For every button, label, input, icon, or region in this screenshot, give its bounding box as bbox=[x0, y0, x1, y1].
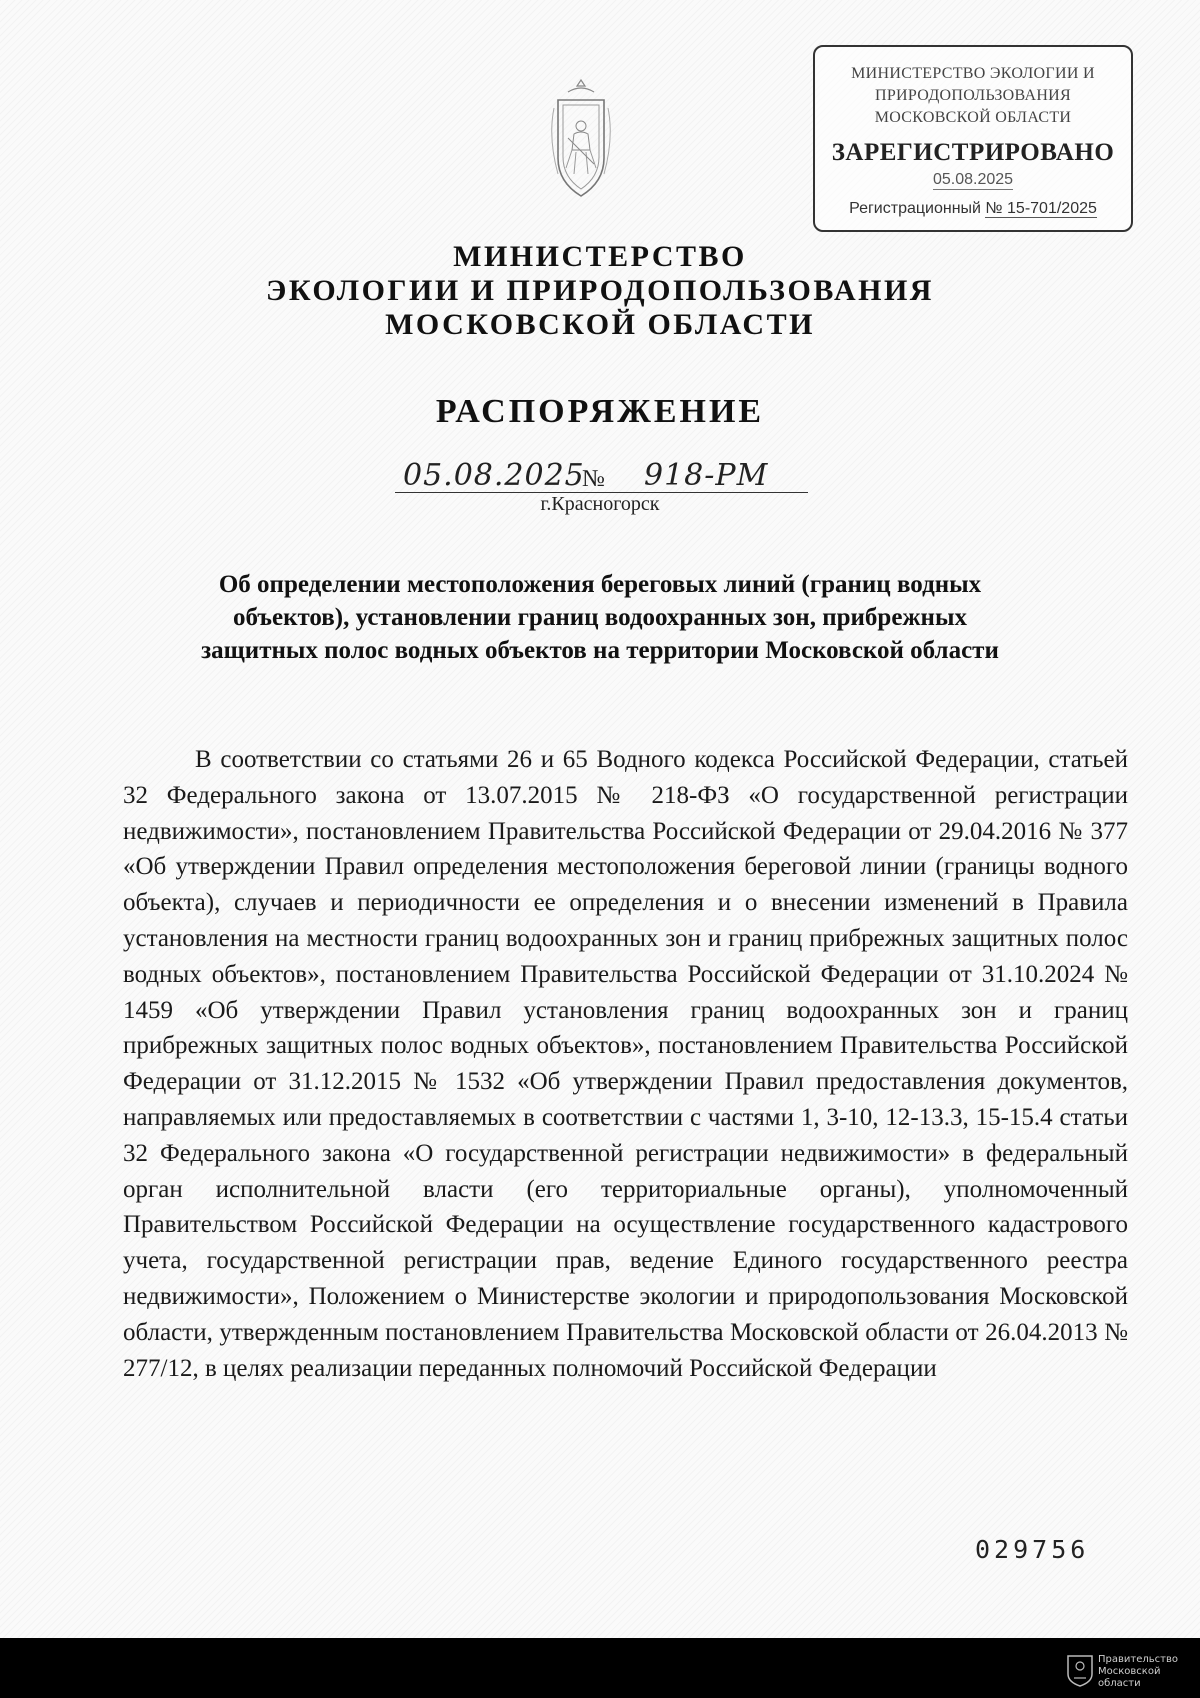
document-number-line bbox=[395, 458, 808, 493]
footer-line-1: Правительство bbox=[1098, 1654, 1178, 1665]
footer-line-2: Московской области bbox=[1098, 1666, 1161, 1689]
stamp-reg-number: № 15-701/2025 bbox=[985, 200, 1097, 217]
ministry-line-1: МИНИСТЕРСТВО bbox=[453, 240, 747, 273]
stamp-status: ЗАРЕГИСТРИРОВАНО bbox=[831, 139, 1115, 166]
stamp-reg-label: Регистрационный bbox=[849, 200, 981, 217]
city: г.Красногорск bbox=[540, 493, 660, 515]
ministry-title bbox=[0, 240, 1200, 342]
government-logo-icon bbox=[1060, 1648, 1100, 1688]
handwritten-number: 918-РМ bbox=[644, 458, 769, 493]
number-sign: № bbox=[582, 466, 605, 492]
coat-of-arms-icon bbox=[550, 78, 612, 204]
ministry-line-2: ЭКОЛОГИИ И ПРИРОДОПОЛЬЗОВАНИЯ bbox=[266, 274, 934, 307]
stamp-date: 05.08.2025 bbox=[932, 171, 1014, 188]
footer-caption bbox=[1098, 1654, 1198, 1690]
ministry-line-3: МОСКОВСКОЙ ОБЛАСТИ bbox=[385, 308, 815, 341]
footer-bar bbox=[0, 1638, 1200, 1698]
serial-number: 029756 bbox=[975, 1535, 1090, 1564]
stamp-registration bbox=[815, 200, 1131, 218]
body-paragraph: В соответствии со статьями 26 и 65 Водного кодекса Российской Федерации, статьей 32 Федерального закона от 13.07.2015 № 218-ФЗ «О государственной регистрации недвижимости», постановлением Правительства Российской Федерации от 29.04.2016 № 377 «Об утверждении Правил определения местоположения береговой линии (границы водного объекта), случаев и периодичности ее определения и о внесении изменений в Правила установления на местности границ водоохранных зон и границ прибрежных защитных полос водных объектов», постановлением Правительства Российской Федерации от 31.10.2024 № 1459 «Об утверждении Правил установления границ водоохранных зон и границ прибрежных защитных полос водных объектов», постановлением Правительства Российской Федерации от 31.12.2015 № 1532 «Об утверждении Правил предоставления документов, направляемых или предоставляемых в соответствии с частями 1, 3-10, 12-13.3, 15-15.4 статьи 32 Федерального закона «О государственной регистрации недвижимости» в федеральный орган исполнительной власти (его территориальные органы), уполномоченный Правительством Российской Федерации на осуществление государственного кадастрового учета, государственной регистрации прав, ведение Единого государственного реестра недвижимости», Положением о Министерстве экологии и природопользования Московской области, утвержденным постановлением Правительства Московской области от 26.04.2013 № 277/12, в целях реализации переданных полномочий Российской Федерации bbox=[123, 746, 1128, 1382]
document-subject: Об определении местоположения береговых линий (границ водных объектов), установлении границ водоохранных зон, прибрежных защитных полос водных объектов на территории Московской области bbox=[201, 571, 999, 664]
registration-stamp bbox=[813, 45, 1133, 232]
document-type: РАСПОРЯЖЕНИЕ bbox=[435, 393, 765, 430]
handwritten-date: 05.08.2025 bbox=[403, 458, 585, 493]
stamp-organization: МИНИСТЕРСТВО ЭКОЛОГИИ И ПРИРОДОПОЛЬЗОВАНИЯ МОСКОВСКОЙ ОБЛАСТИ bbox=[851, 65, 1095, 126]
